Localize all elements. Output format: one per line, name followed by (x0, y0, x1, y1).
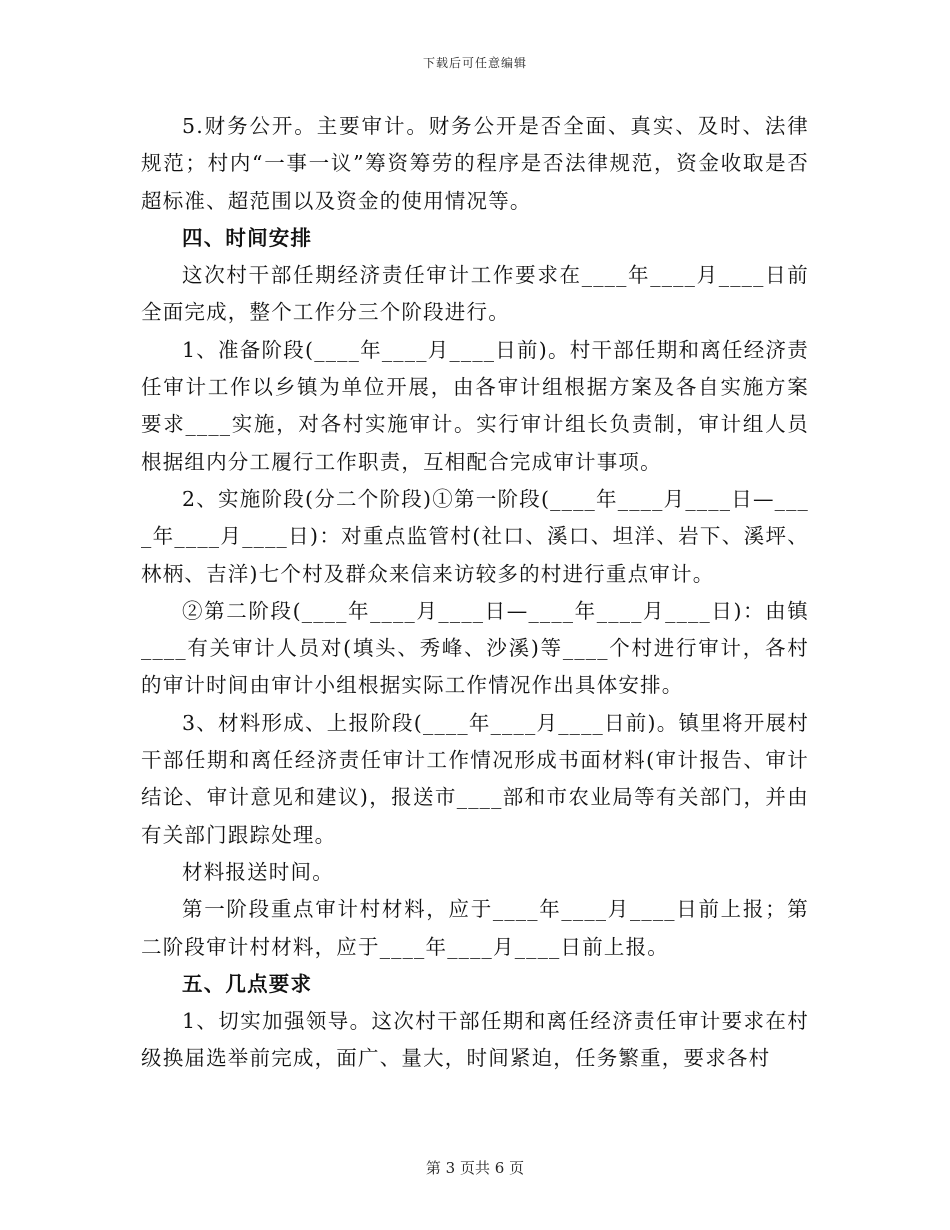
paragraph-submission-time-label: 材料报送时间。 (182, 859, 334, 884)
paragraph-implementation-stage: 2、实施阶段(分二个阶段)①第一阶段(____年____月____日—____年____月____日)：对重点监管村(社口、溪口、坦洋、岩下、溪坪、林柄、吉洋)七个村及群众来信来访较多的村进行重点审计。 (141, 486, 809, 586)
paragraph-preparation-stage: 1、准备阶段(____年____月____日前)。村干部任期和离任经济责任审计工作以乡镇为单位开展，由各审计组根据方案及各自实施方案要求____实施，对各村实施审计。实行审计组长负责制，审计组人员根据组内分工履行工作职责，互相配合完成审计事项。 (141, 337, 809, 474)
page-number: 第 3 页共 6 页 (425, 1159, 525, 1177)
document-body (141, 108, 809, 1078)
page-header: 下载后可任意编辑 (422, 56, 527, 70)
paragraph-leadership: 1、切实加强领导。这次村干部任期和离任经济责任审计要求在村级换届选举前完成，面广、量大，时间紧迫，任务繁重，要求各村 (141, 1009, 809, 1071)
paragraph-schedule-intro: 这次村干部任期经济责任审计工作要求在____年____月____日前全面完成，整个工作分三个阶段进行。 (141, 263, 809, 325)
paragraph-materials-stage: 3、材料形成、上报阶段(____年____月____日前)。镇里将开展村干部任期和离任经济责任审计工作情况形成书面材料(审计报告、审计结论、审计意见和建议)，报送市____部和市农业局等有关部门，并由有关部门跟踪处理。 (141, 710, 809, 847)
section-heading-requirements: 五、几点要求 (182, 971, 313, 996)
paragraph-second-stage: ②第二阶段(____年____月____日—____年____月____日)：由镇____有关审计人员对(填头、秀峰、沙溪)等____个村进行审计，各村的审计时间由审计小组根据实际工作情况作出具体安排。 (141, 598, 809, 698)
paragraph-financial-disclosure: 5.财务公开。主要审计。财务公开是否全面、真实、及时、法律规范；村内“一事一议”筹资筹劳的程序是否法律规范，资金收取是否超标准、超范围以及资金的使用情况等。 (141, 114, 809, 213)
paragraph-submission-deadlines: 第一阶段重点审计村材料，应于____年____月____日前上报；第二阶段审计村材料，应于____年____月____日前上报。 (141, 897, 809, 959)
section-heading-schedule: 四、时间安排 (182, 225, 313, 250)
